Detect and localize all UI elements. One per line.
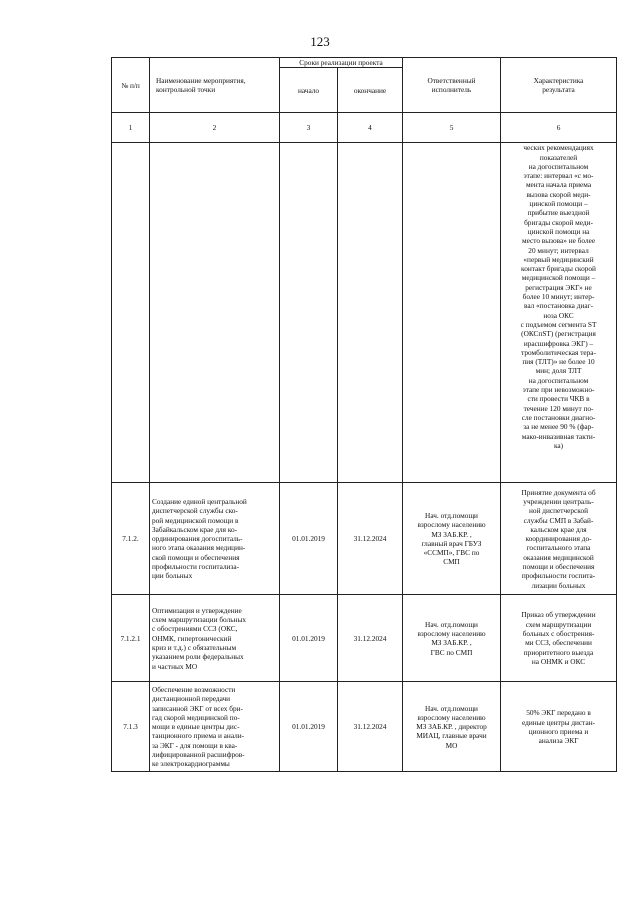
header-responsible: Ответственный исполнитель xyxy=(403,58,501,113)
column-index: 4 xyxy=(338,113,403,143)
column-index-row xyxy=(112,113,617,143)
cell-num: 7.1.2. xyxy=(112,483,150,595)
cell-event: Обеспечение возможности дистанционной передачи записанной ЭКГ от всех бри- гад скорой медицинской по- мощи в единые центры дис- танционного приема и анали- за ЭКГ - для помощи в ква- лифицированной расшифров- ке электрокардиограммы xyxy=(150,682,280,772)
header-num: № п/п xyxy=(112,58,150,113)
cell-start: 01.01.2019 xyxy=(280,483,338,595)
cell-num: 7.1.2.1 xyxy=(112,595,150,682)
page-number: 123 xyxy=(310,34,330,49)
column-index: 3 xyxy=(280,113,338,143)
cell-result: Приказ об утверждении схем маршрутизации больных с обострения- ми ССЗ, обеспечении приоритетного выезда на ОНМК и ОКС xyxy=(501,595,617,682)
cell-responsible xyxy=(403,143,501,483)
cell-event: Оптимизация и утверждение схем маршрутизации больных с обострениями ССЗ (ОКС, ОНМК, гипертонический криз и т.д.) с обязательным указанием роли федеральных и частных МО xyxy=(150,595,280,682)
cell-responsible: Нач. отд.помощи взрослому населению МЗ ЗАБ.КР. , ГВС по СМП xyxy=(403,595,501,682)
header-start: начало xyxy=(280,68,338,113)
cell-result: 50% ЭКГ передано в единые центры дистан- ционного приема и анализа ЭКГ xyxy=(501,682,617,772)
cell-start xyxy=(280,143,338,483)
table-row xyxy=(112,143,617,483)
cell-responsible: Нач. отд.помощи взрослому населению МЗ ЗАБ.КР. , директор МИАЦ, главные врачи МО xyxy=(403,682,501,772)
cell-result: ческих рекомендациях показателей на догоспитальном этапе: интервал «с мо- мента начала приема вызова скорой меди- цинской помощи – прибытие выездной бригады скорой меди- цинской помощи на место вызова» не более 20 минут; интервал «первый медицинский контакт бригады скорой медицинской помощи – регистрация ЭКГ» не более 10 минут; интер- вал «постановка диаг- ноза ОКС с подъемом сегмента ST (ОКСпST) (регистрация ирасшифровка ЭКГ) – тромболитическая тера- пия (ТЛТ)» не более 10 мин; доля ТЛТ на догоспитальном этапе при невозможно- сти провести ЧКВ в течение 120 минут по- сле постановки диагно- за не менее 90 % (фар- мако-инвазивная такти- ка) xyxy=(501,143,617,483)
header-result: Характеристика результата xyxy=(501,58,617,113)
cell-num: 7.1.3 xyxy=(112,682,150,772)
column-index: 5 xyxy=(403,113,501,143)
table-row xyxy=(112,595,617,682)
cell-event xyxy=(150,143,280,483)
header-end: окончание xyxy=(338,68,403,113)
cell-end xyxy=(338,143,403,483)
cell-start: 01.01.2019 xyxy=(280,595,338,682)
cell-num xyxy=(112,143,150,483)
column-index: 1 xyxy=(112,113,150,143)
table-row xyxy=(112,483,617,595)
cell-end: 31.12.2024 xyxy=(338,483,403,595)
header-event: Наименование мероприятия, контрольной точки xyxy=(150,58,280,113)
project-plan-table xyxy=(111,57,617,772)
cell-event: Создание единой центральной диспетчерской службы ско- рой медицинской помощи в Забайкальском крае для ко- ординирования догоспиталь- ного этапа оказания медицин- ской помощи и обеспечения профильности госпитализа- ции больных xyxy=(150,483,280,595)
column-index: 6 xyxy=(501,113,617,143)
cell-responsible: Нач. отд.помощи взрослому населению МЗ ЗАБ.КР. , главный врач ГБУЗ «ССМП», ГВС по СМП xyxy=(403,483,501,595)
cell-result: Принятие документа об учреждении централь- ной диспетчерской службы СМП в Забай- кальском крае для координирования до- госпитального этапа оказания медицинской помощи и обеспечения профильности госпита- лизации больных xyxy=(501,483,617,595)
cell-start: 01.01.2019 xyxy=(280,682,338,772)
cell-end: 31.12.2024 xyxy=(338,595,403,682)
header-terms: Сроки реализации проекта xyxy=(280,58,403,68)
header-row-top xyxy=(112,58,617,68)
table-row xyxy=(112,682,617,772)
column-index: 2 xyxy=(150,113,280,143)
cell-end: 31.12.2024 xyxy=(338,682,403,772)
